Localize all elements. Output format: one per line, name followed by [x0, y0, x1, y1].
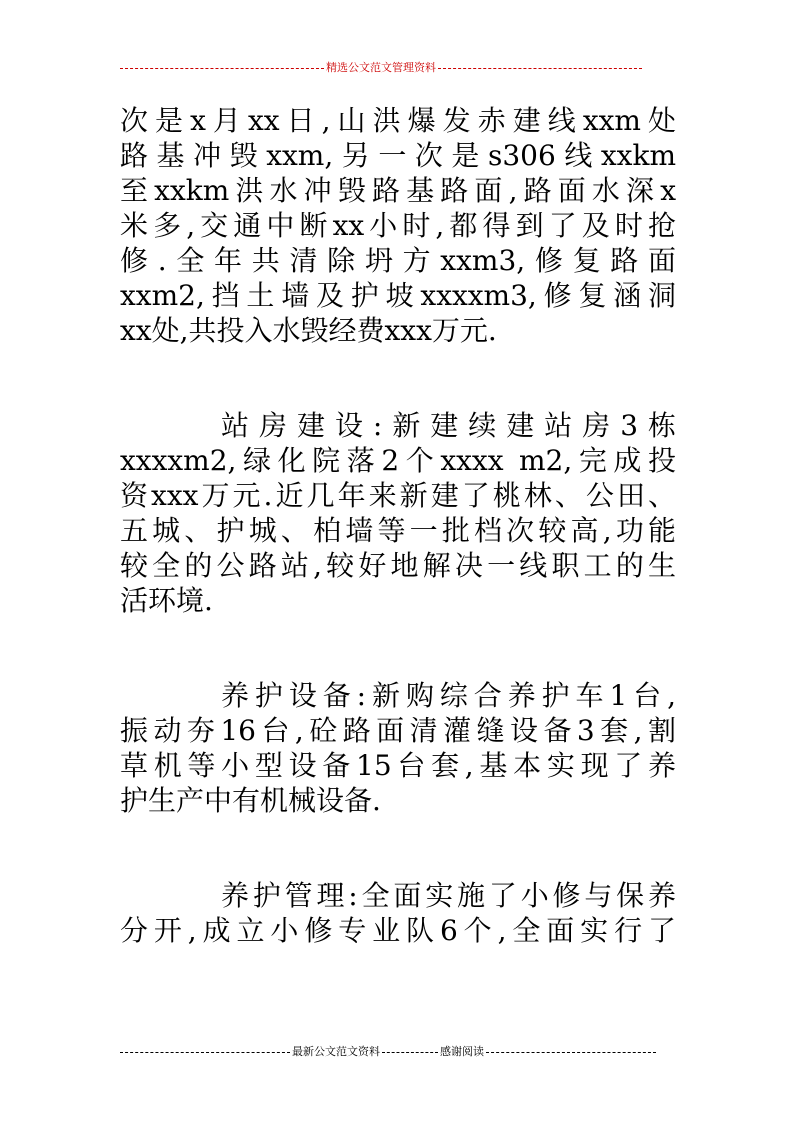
text-line: 资xxx万元.近几年来新建了桃林、公田、 [120, 479, 676, 512]
text-line: 草机等小型设备15台套,基本实现了养 [120, 749, 676, 782]
text-line: 路基冲毁xxm,另一次是s306线xxkm [120, 139, 676, 172]
text-line: xxxxm2,绿化院落2个xxxx m2,完成投 [120, 444, 676, 477]
footer-dash-right [486, 1052, 656, 1053]
header-dash-right [438, 68, 642, 69]
paragraph [120, 103, 676, 348]
text-line: 护生产中有机械设备. [120, 784, 381, 817]
footer-left-text: 最新公文范文资料 [292, 1045, 380, 1058]
footer-right-text: 感谢阅读 [440, 1045, 484, 1058]
text-line: 米多,交通中断xx小时,都得到了及时抢 [120, 209, 676, 242]
text-line: 振动夯16台,砼路面清灌缝设备3套,割 [120, 714, 676, 747]
text-line: 分开,成立小修专业队6个,全面实行了 [120, 914, 676, 947]
text-line: 活环境. [120, 584, 213, 617]
document-body [120, 103, 676, 948]
text-line: 至xxkm洪水冲毁路基路面,路面水深x [120, 174, 676, 207]
text-line: 养护管理:全面实施了小修与保养 [221, 879, 676, 912]
page-header [120, 60, 642, 74]
text-line: 修.全年共清除坍方xxm3,修复路面 [120, 244, 676, 277]
header-dash-left [120, 68, 324, 69]
text-line: 较全的公路站,较好地解决一线职工的生 [120, 549, 676, 582]
text-line: 养护设备:新购综合养护车1台, [221, 679, 676, 712]
paragraph [120, 408, 676, 618]
paragraph [120, 678, 676, 818]
text-line: 五城、护城、柏墙等一批档次较高,功能 [120, 514, 676, 547]
footer-dash-middle [382, 1052, 438, 1053]
footer-dash-left [120, 1052, 290, 1053]
page-footer [120, 1044, 656, 1058]
text-line: 次是x月xx日,山洪爆发赤建线xxm处 [120, 104, 676, 137]
text-line: 站房建设:新建续建站房3栋 [221, 409, 676, 442]
text-line: xxm2,挡土墙及护坡xxxxm3,修复涵洞 [120, 279, 676, 312]
paragraph [120, 878, 676, 948]
header-title: 精选公文范文管理资料 [326, 61, 436, 74]
text-line: xx处,共投入水毁经费xxx万元. [120, 314, 497, 347]
